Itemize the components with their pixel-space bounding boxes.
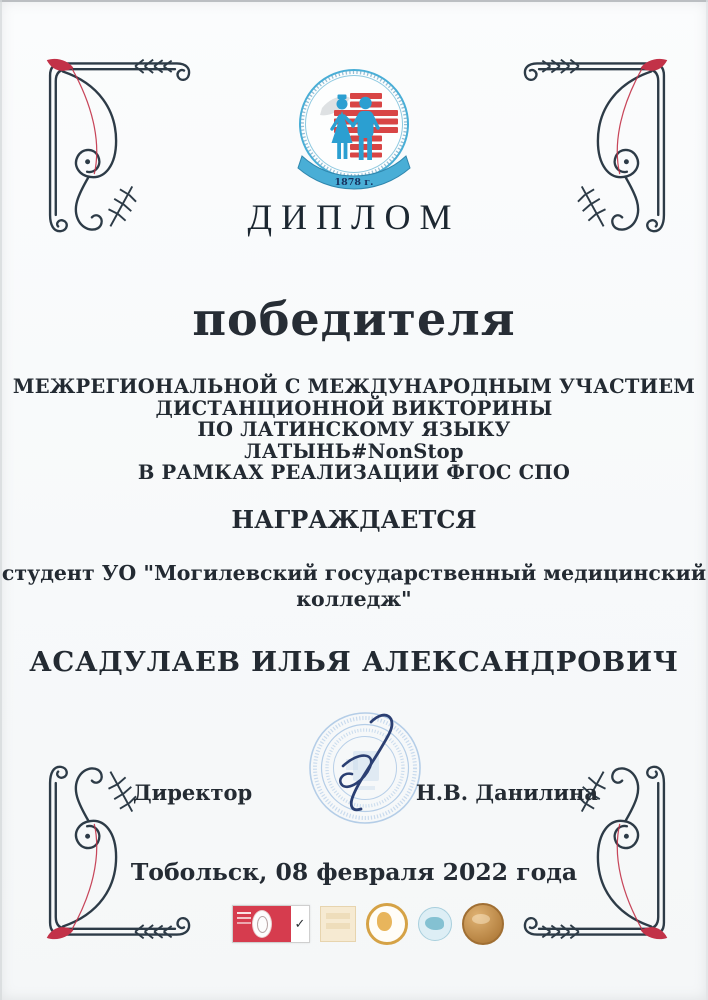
- gold-medal-badge-icon: [366, 903, 408, 945]
- certification-check-icon: ✓: [291, 906, 309, 942]
- emblem-year-label: 1878 г.: [334, 177, 374, 188]
- award-heading: НАГРАЖДАЕТСЯ: [231, 505, 477, 534]
- gold-square-badge-icon: [320, 906, 356, 942]
- event-description: [0, 376, 708, 484]
- bronze-medal-badge-icon: [462, 903, 504, 945]
- badge-oval-emblem-icon: [252, 910, 272, 938]
- event-line: ЛАТЫНЬ#NonStop: [244, 439, 464, 463]
- diploma-title: ДИПЛОМ: [247, 197, 461, 237]
- college-emblem: [294, 66, 414, 194]
- badge-red-field: [233, 906, 291, 942]
- event-line: ПО ЛАТИНСКОМУ ЯЗЫКУ: [197, 418, 511, 441]
- stamp-seal-icon: [310, 713, 420, 823]
- red-accreditation-badge-icon: [232, 905, 310, 943]
- diploma-subtitle: победителя: [192, 292, 516, 346]
- footer-badges-row: [232, 903, 504, 945]
- place-and-date: Тобольск, 08 февраля 2022 года: [130, 858, 578, 886]
- recipient-organization: [0, 560, 708, 612]
- official-stamp: [303, 706, 427, 830]
- event-line: В РАМКАХ РЕАЛИЗАЦИИ ФГОС СПО: [137, 461, 571, 484]
- scan-edge-top: [0, 0, 708, 2]
- recipient-name: АСАДУЛАЕВ ИЛЬЯ АЛЕКСАНДРОВИЧ: [29, 646, 679, 678]
- scan-edge-left: [0, 0, 2, 1000]
- event-line: МЕЖРЕГИОНАЛЬНОЙ С МЕЖДУНАРОДНЫМ УЧАСТИЕМ: [12, 375, 696, 398]
- event-line: ДИСТАНЦИОННОЙ ВИКТОРИНЫ: [155, 396, 553, 420]
- signatory-name: Н.В. Данилина: [415, 780, 598, 805]
- signatory-role: Директор: [133, 780, 253, 805]
- badge-microtext: [237, 912, 251, 914]
- recipient-line: колледж": [296, 587, 412, 611]
- recipient-line: студент УО "Могилевский государственный медицинский: [1, 561, 707, 585]
- blue-emblem-badge-icon: [418, 907, 452, 941]
